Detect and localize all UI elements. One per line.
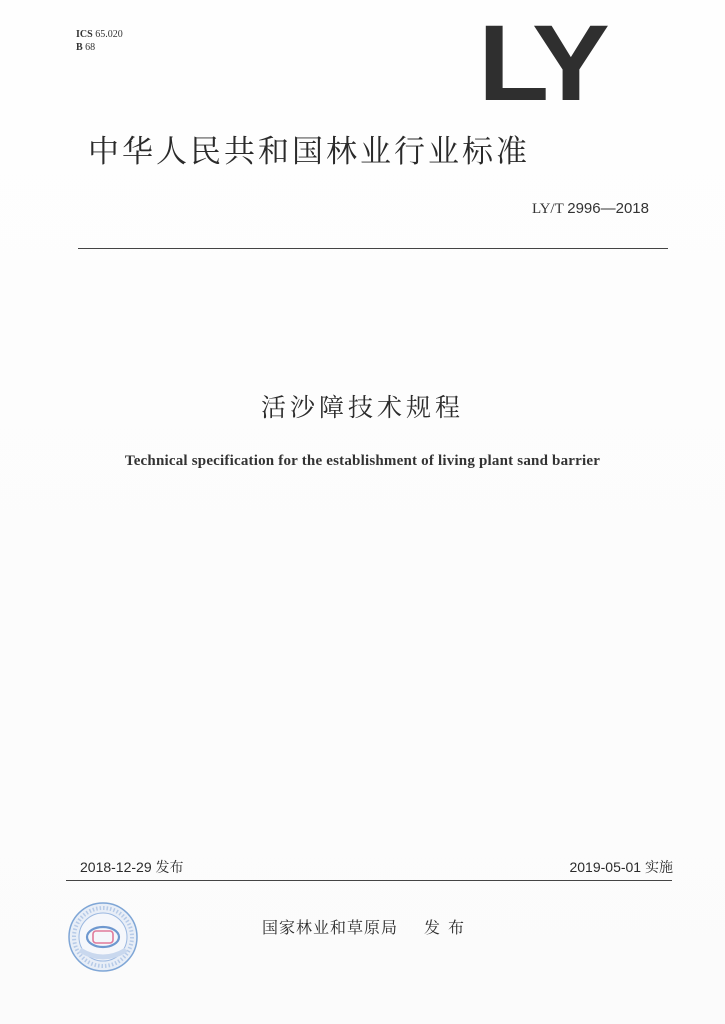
footer-divider bbox=[66, 880, 672, 881]
implementation-date: 2019-05-01 实施 bbox=[569, 859, 673, 875]
ccs-label: B bbox=[76, 42, 83, 53]
certification-stamp-icon bbox=[66, 900, 140, 974]
standard-code: 2996—2018 bbox=[567, 200, 649, 217]
publisher-organization: 国家林业和草原局 bbox=[262, 918, 399, 937]
document-title-zh: 活沙障技术规程 bbox=[260, 393, 464, 422]
ly-standard-logo: LY bbox=[478, 2, 604, 123]
publisher-action: 发布 bbox=[424, 918, 473, 937]
ccs-line bbox=[76, 41, 123, 54]
ics-code: 65.020 bbox=[95, 29, 123, 40]
header-divider bbox=[78, 248, 668, 249]
standard-category-title: 中华人民共和国林业行业标准 bbox=[88, 134, 530, 170]
standard-prefix: LY/T bbox=[531, 201, 564, 217]
document-title-en: Technical specification for the establishment of living plant sand barrier bbox=[124, 453, 601, 469]
ccs-code: 68 bbox=[85, 42, 96, 53]
issue-date: 2018-12-29 发布 bbox=[80, 859, 184, 875]
publisher bbox=[262, 915, 472, 938]
standard-number bbox=[532, 200, 649, 218]
ics-label: ICS bbox=[76, 29, 93, 40]
ics-line bbox=[76, 28, 123, 41]
classification-codes bbox=[76, 28, 123, 54]
